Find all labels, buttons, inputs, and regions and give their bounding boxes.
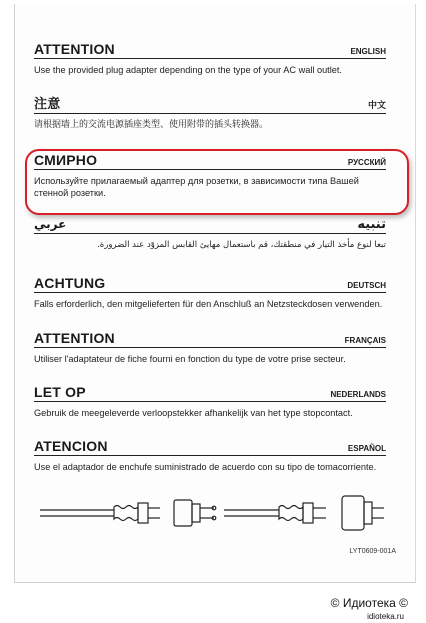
document-code: LYT0609-001A xyxy=(349,548,396,555)
section-dutch xyxy=(34,383,386,419)
section-german xyxy=(34,274,386,310)
watermark-url: idioteka.ru xyxy=(367,612,404,621)
section-spanish xyxy=(34,437,386,473)
round-pin-plug-illustration xyxy=(224,496,384,530)
section-english xyxy=(34,40,386,76)
flat-pin-plug-illustration xyxy=(40,500,216,526)
language-label: NEDERLANDS xyxy=(330,390,386,399)
section-text: Используйте прилагаемый адаптер для розетки, в зависимости типа Вашей стенной розетки. xyxy=(34,176,359,198)
language-label: РУССКИЙ xyxy=(347,158,386,167)
section-chinese xyxy=(34,95,386,131)
section-text: Gebruik de meegeleverde verloopstekker afhankelijk van het type stopcontact. xyxy=(34,408,353,418)
section-title: 注意 xyxy=(34,97,61,112)
section-title: СМИРНО xyxy=(34,152,98,168)
language-label: عربي xyxy=(34,217,67,231)
section-text: Use the provided plug adapter depending on the type of your AC wall outlet. xyxy=(34,65,342,75)
section-text: 请根据墙上的交流电源插座类型、使用附带的插头转换器。 xyxy=(34,120,269,130)
section-text: Utiliser l'adaptateur de fiche fourni en fonction du type de votre prise secteur. xyxy=(34,354,346,364)
section-title: LET OP xyxy=(34,384,86,400)
section-title: ATTENTION xyxy=(34,330,115,346)
section-text: Use el adaptador de enchufe suministrado de acuerdo con su tipo de tomacorriente. xyxy=(34,462,377,472)
language-label: ESPAÑOL xyxy=(347,444,386,453)
section-russian xyxy=(34,151,386,199)
section-title: تنبيه xyxy=(357,217,386,232)
language-label: FRANÇAIS xyxy=(344,336,386,345)
section-title: ATENCION xyxy=(34,438,108,454)
language-label: 中文 xyxy=(367,101,386,111)
watermark-credit: © Идиотека © xyxy=(330,596,408,610)
section-arabic xyxy=(34,215,386,251)
section-title: ATTENTION xyxy=(34,41,115,57)
plug-adapter-diagram xyxy=(34,488,386,538)
section-french xyxy=(34,329,386,365)
section-text: Falls erforderlich, den mitgelieferten für den Anschluß an Netzsteckdosen verwenden. xyxy=(34,299,383,309)
language-label: ENGLISH xyxy=(350,47,386,56)
section-title: ACHTUNG xyxy=(34,275,106,291)
section-text: تبعا لنوع مأخذ التيار في منطقتك، قم باستعمال مهايئ القابس المزوّد عند الضرورة. xyxy=(97,240,386,250)
language-label: DEUTSCH xyxy=(347,281,386,290)
